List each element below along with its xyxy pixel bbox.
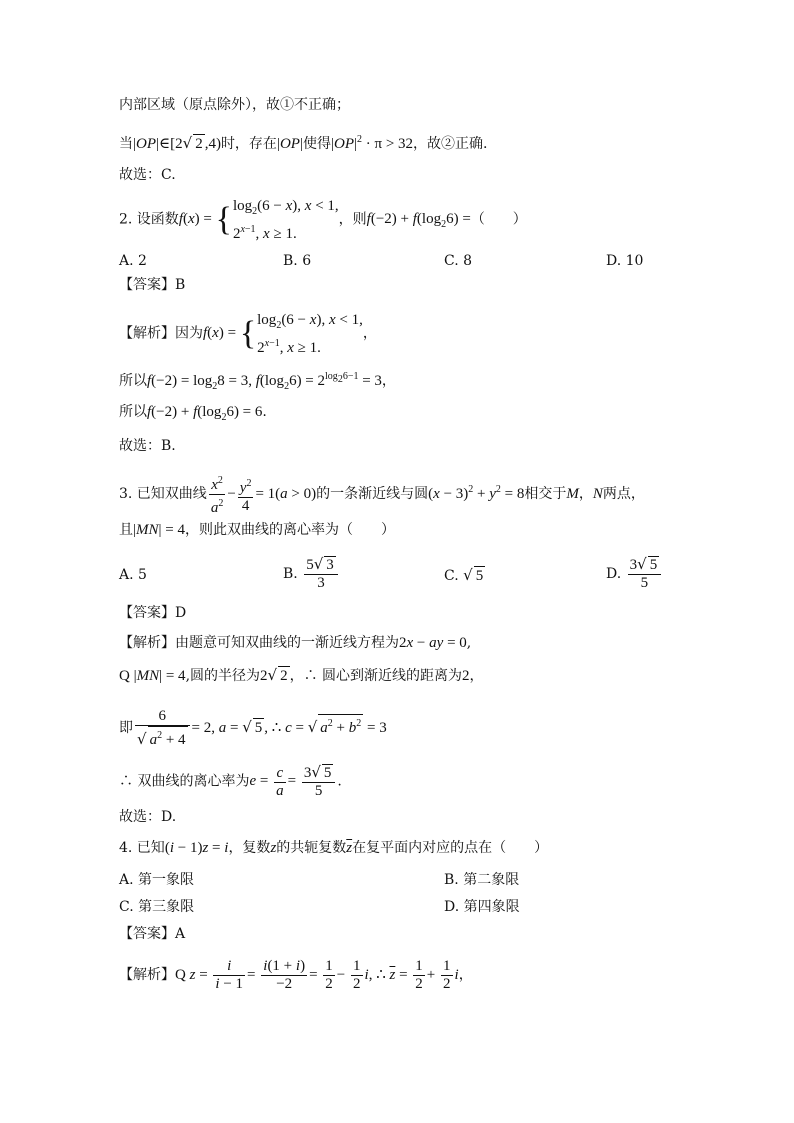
explanation-2-line-3 xyxy=(119,403,267,427)
formula: $\frac{6}{√ a^2 + 4}$ = 2, a = √ 5 , ∴ c = √ $a^2 + b^2 = 3$ xyxy=(137,708,387,748)
option-a: A. 2 xyxy=(119,253,147,269)
question-4 xyxy=(119,839,548,857)
text-span: 故选：D. xyxy=(119,809,177,825)
answer-label: 【答案】D xyxy=(119,605,187,621)
formula: e = $\frac{c}{a}$ = $\frac{3√ 5}{5}$ xyxy=(249,773,337,789)
question-3: 3. 已知双曲线 $\frac{x^2}{a^2}$ − $\frac{y^2}{4}$ = 1(a > 0)的一条渐近线与圆$(x - 3)^2 + y^2 = 8$相交于M，N两点， xyxy=(119,472,645,517)
text-span: 故选：C. xyxy=(119,167,176,183)
text-span: ，复数 xyxy=(228,840,271,856)
text-line-1 xyxy=(119,96,350,114)
text-span: ∴ 双曲线的离心率为 xyxy=(119,773,250,790)
formula: $\frac{x^2}{a^2}$ − $\frac{y^2}{4}$ = 1(a > 0) xyxy=(207,486,316,502)
formula: f(x) = { $\log_2(6 - x)$, x < 1, $2^{x-1}$, x ≥ 1. xyxy=(178,198,339,242)
option-b xyxy=(283,556,340,592)
formula: $|OP|^2 \cdot \pi > 32$ xyxy=(330,134,414,152)
option-label: B. xyxy=(283,566,298,582)
text-span: ，则此双曲线的离心率为（ ） xyxy=(184,522,395,538)
text-span: ， xyxy=(362,325,377,342)
formula: |OP| xyxy=(276,136,303,152)
option-b: B. 6 xyxy=(283,253,312,269)
explanation-2 xyxy=(119,311,377,357)
option-c xyxy=(444,566,485,585)
formula: 2√ 2 xyxy=(260,666,288,684)
formula: $(x - 3)^2 + y^2 = 8$ xyxy=(428,483,525,502)
question-3-line-2 xyxy=(119,521,395,539)
text-span: ， xyxy=(381,373,396,389)
explanation-2-line-2 xyxy=(119,368,396,396)
text-span: ，∴ 圆心到渐近线的距离为 xyxy=(289,668,463,684)
option-a: A. 第一象限 xyxy=(119,872,195,888)
text-span: ，故②正确. xyxy=(413,136,488,152)
formula: f(x) = { $\log_2(6 - x)$, x < 1, $2^{x-1}$, x ≥ 1. xyxy=(203,312,363,356)
text-span: ， xyxy=(469,668,484,684)
text-span: 3. 已知双曲线 xyxy=(119,485,207,502)
option-c: C. 第三象限 xyxy=(119,899,195,915)
text-span: 【解析】因为 xyxy=(119,325,203,342)
formula: |MN| = 4 xyxy=(133,522,185,538)
text-span: ,圆的半径为 xyxy=(185,668,261,684)
option-label: D. xyxy=(606,566,622,582)
text-span: . xyxy=(337,773,342,790)
option-d: D. 第四象限 xyxy=(444,899,520,915)
text-span: 故选：B. xyxy=(119,438,176,454)
explanation-3-line-3 xyxy=(119,708,387,749)
text-span: ，则 xyxy=(338,211,367,228)
option-label: C. xyxy=(444,568,459,584)
formula: √ 5 xyxy=(463,566,484,584)
text-span: 即 xyxy=(119,719,133,736)
formula: |OP|∈[2√ 2 ,4) xyxy=(133,134,221,152)
text-span: 当 xyxy=(119,136,133,152)
text-span: 使得 xyxy=(302,136,331,152)
option-b: B. 第二象限 xyxy=(444,872,520,888)
explanation-3-pick xyxy=(119,808,176,826)
text-span: 4. 已知 xyxy=(119,840,165,856)
answer-label: 【答案】B xyxy=(119,277,186,293)
text-span: . xyxy=(262,404,267,420)
formula: Q z = $\frac{i}{i - 1}$ = $\frac{i(1 + i)}{-2}$ = $\frac{1}{2}$ − $\frac{1}{2}$ i, ∴ $\overline{z}$ = $\frac{1}{2}$ + $\frac{1}{2}$ i xyxy=(175,958,459,992)
text-span: 时，存在 xyxy=(220,136,277,152)
text-span: 相交于 xyxy=(524,485,567,502)
text-span: 内部区域（原点除外），故①不正确； xyxy=(119,97,350,113)
formula: N xyxy=(592,485,603,502)
formula: 2x − ay = 0 xyxy=(399,635,467,651)
formula: $\overline{z}$ xyxy=(346,840,353,856)
answer-label: 【答案】A xyxy=(119,926,186,942)
formula: $f(-2) = \log_28 = 3$, $f(\log_26) = 2^{log_26-1} = 3$ xyxy=(147,371,382,392)
formula: $f(-2) + f(\log_26) = 6$ xyxy=(147,404,263,423)
text-line-3 xyxy=(119,166,176,184)
explanation-2-pick xyxy=(119,437,176,455)
formula: $\frac{3√ 5}{5}$ xyxy=(628,556,662,592)
text-span: 在复平面内对应的点在（ ） xyxy=(352,840,549,856)
formula: (i − 1)z = i xyxy=(164,840,229,856)
text-span: 的一条渐近线与圆 xyxy=(316,485,429,502)
text-span: 2. 设函数 xyxy=(119,211,179,228)
text-span: 【解析】由题意可知双曲线的一渐近线方程为 xyxy=(119,635,399,651)
formula: $\frac{5√ 3}{3}$ xyxy=(304,556,338,592)
text-span: 【解析】 xyxy=(119,966,175,983)
option-d: D. 10 xyxy=(606,253,644,269)
formula: 2 xyxy=(462,668,470,684)
option-a: A. 5 xyxy=(119,567,147,583)
text-span: 所以 xyxy=(119,404,147,420)
text-span: ， xyxy=(458,966,473,983)
text-span: （ ） xyxy=(470,211,527,228)
formula: M xyxy=(566,485,579,502)
option-c: C. 8 xyxy=(444,253,473,269)
explanation-3 xyxy=(119,634,471,652)
option-d xyxy=(606,556,663,592)
explanation-3-line-4 xyxy=(119,764,342,800)
formula: $f(-2) + f(\log_26)$ = xyxy=(366,211,471,231)
question-2 xyxy=(119,197,527,243)
text-line-2 xyxy=(119,131,487,153)
explanation-3-line-2 xyxy=(119,666,484,685)
text-span: 两点， xyxy=(602,485,645,502)
formula: z xyxy=(270,840,277,856)
text-span: 且 xyxy=(119,522,133,538)
text-span: , xyxy=(466,635,472,651)
text-span: 所以 xyxy=(119,373,147,389)
formula: Q |MN| = 4 xyxy=(119,668,186,684)
explanation-4 xyxy=(119,958,473,993)
text-span: 的共轭复数 xyxy=(276,840,347,856)
